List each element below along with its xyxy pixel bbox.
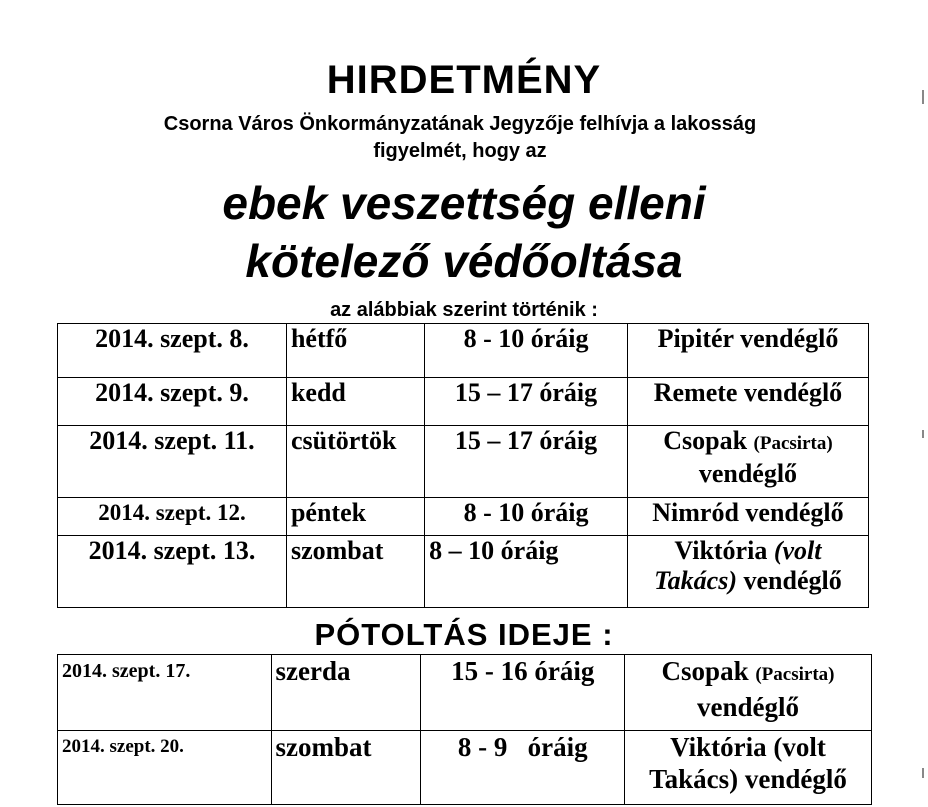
makeup-day: szombat	[271, 731, 421, 805]
makeup-time: 15 - 16 óráig	[421, 655, 625, 731]
intro-line-1: Csorna Város Önkormányzatának Jegyzője felhívja a lakosság	[163, 113, 757, 135]
notice-headline	[0, 174, 928, 290]
schedule-place: Remete vendéglő	[627, 378, 868, 426]
place-note: (Pacsirta)	[755, 664, 835, 685]
place-main: Csopak	[663, 426, 748, 455]
schedule-date: 2014. szept. 11.	[58, 426, 287, 498]
table-row	[58, 655, 872, 731]
place-main: Csopak	[661, 656, 749, 686]
intro-line-2: figyelmét, hogy az	[373, 140, 547, 162]
table-row	[58, 426, 869, 498]
place-note: (Pacsirta)	[753, 433, 833, 454]
table-row	[58, 731, 872, 805]
makeup-date: 2014. szept. 17.	[58, 655, 272, 731]
makeup-title: PÓTOLTÁS IDEJE :	[314, 617, 614, 652]
makeup-date: 2014. szept. 20.	[58, 731, 272, 805]
scan-mark	[922, 90, 924, 104]
place-tail: vendéglő	[743, 566, 842, 595]
table-row	[58, 324, 869, 378]
place-main: Viktória	[674, 536, 768, 565]
schedule-time: 15 – 17 óráig	[425, 426, 628, 498]
makeup-place: Viktória (volt Takács) vendéglő	[625, 731, 872, 805]
schedule-time: 8 – 10 óráig	[425, 536, 628, 608]
table-row	[58, 378, 869, 426]
place-tail: vendéglő	[698, 459, 798, 488]
schedule-date: 2014. szept. 12.	[58, 498, 287, 536]
headline-line-1: ebek veszettség elleni	[222, 177, 706, 229]
notice-subline: az alábbiak szerint történik :	[330, 299, 598, 321]
schedule-day: hétfő	[286, 324, 424, 378]
schedule-table	[57, 323, 869, 608]
makeup-table	[57, 654, 872, 805]
schedule-day: szombat	[286, 536, 424, 608]
schedule-place	[627, 536, 868, 608]
schedule-day: kedd	[286, 378, 424, 426]
table-row	[58, 536, 869, 608]
headline-line-2: kötelező védőoltása	[245, 235, 683, 287]
schedule-date: 2014. szept. 9.	[58, 378, 287, 426]
scan-mark	[922, 768, 924, 778]
schedule-day: péntek	[286, 498, 424, 536]
makeup-time: 8 - 9 óráig	[421, 731, 625, 805]
schedule-place: Pipitér vendéglő	[627, 324, 868, 378]
schedule-time: 8 - 10 óráig	[425, 498, 628, 536]
schedule-place	[627, 426, 868, 498]
notice-intro	[60, 111, 860, 165]
schedule-time: 15 – 17 óráig	[425, 378, 628, 426]
schedule-day: csütörtök	[286, 426, 424, 498]
makeup-place	[625, 655, 872, 731]
place-tail: vendéglő	[697, 692, 800, 722]
table-row	[58, 498, 869, 536]
scan-mark	[922, 430, 924, 438]
notice-title: HIRDETMÉNY	[326, 58, 602, 102]
schedule-time: 8 - 10 óráig	[425, 324, 628, 378]
schedule-place: Nimród vendéglő	[627, 498, 868, 536]
schedule-date: 2014. szept. 8.	[58, 324, 287, 378]
place-note: (volt Takács)	[654, 536, 822, 595]
makeup-day: szerda	[271, 655, 421, 731]
schedule-date: 2014. szept. 13.	[58, 536, 287, 608]
